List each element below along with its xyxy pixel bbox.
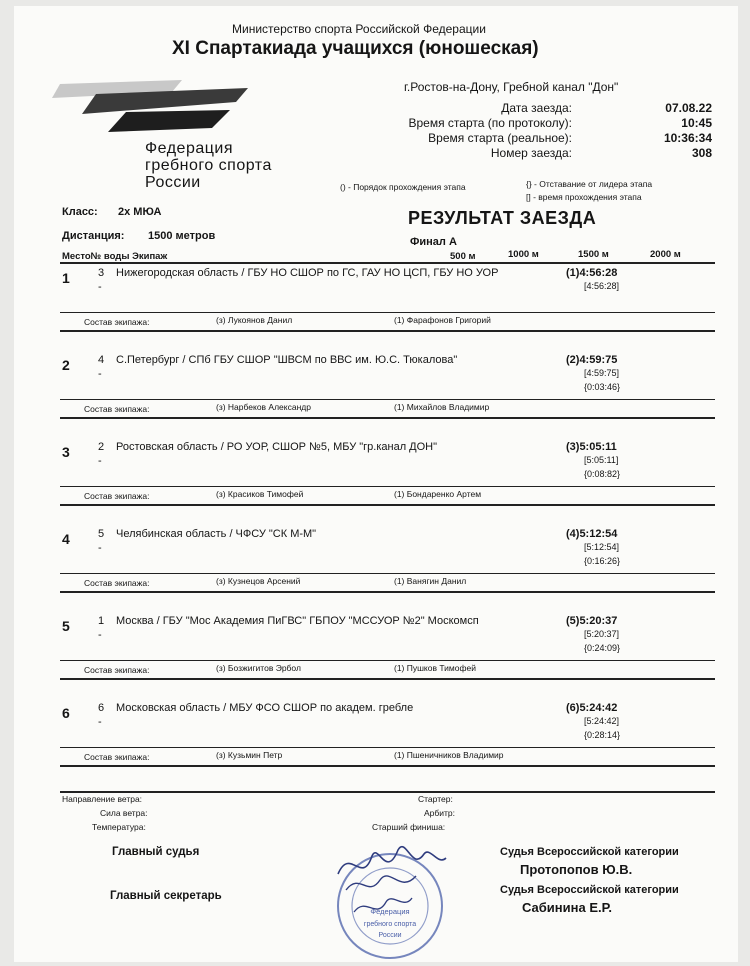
rower-bow: (1) Михайлов Владимир	[394, 402, 490, 412]
behind-leader: {0:08:82}	[584, 469, 621, 479]
rower-bow: (1) Пушков Тимофей	[394, 663, 476, 673]
lane-number: 5	[98, 528, 105, 540]
place-number: 4	[62, 531, 70, 547]
crew-label: Состав экипажа:	[84, 665, 150, 675]
starter-label: Стартер:	[418, 794, 453, 804]
lane-number: 4	[98, 354, 105, 366]
split-time: [5:12:54]	[584, 542, 620, 552]
wind-direction-label: Направление ветра:	[62, 794, 143, 804]
result-time: (3)5:05:11	[566, 441, 617, 453]
legend-behind: {} - Отставание от лидера этапа	[526, 179, 653, 189]
class-value: 2х МЮА	[118, 206, 162, 218]
split-time: [5:24:42]	[584, 716, 620, 726]
stamp-text-2: гребного спорта	[363, 921, 417, 928]
rower-bow: (1) Бондаренко Артем	[394, 489, 482, 499]
column-500m: 500 м	[450, 251, 476, 262]
wind-force-label: Сила ветра:	[100, 808, 148, 818]
column-1000m: 1000 м	[508, 249, 539, 260]
behind-leader: {0:03:46}	[584, 382, 621, 392]
legend-split: [] - время прохождения этапа	[526, 192, 642, 202]
place-number: 5	[62, 618, 70, 634]
federation-logo	[52, 68, 262, 138]
chief-judge-label: Главный судья	[112, 846, 200, 858]
behind-leader: {0:16:26}	[584, 556, 621, 566]
stamp-text-1: Федерация	[370, 907, 410, 916]
row-divider	[60, 765, 715, 767]
chief-secretary-name: Сабинина Е.Р.	[522, 900, 612, 915]
rower-stroke: (з) Лукоянов Данил	[216, 315, 293, 325]
place-number: 1	[62, 270, 70, 286]
team-dash: -	[98, 542, 102, 554]
final-label: Финал А	[410, 236, 457, 248]
result-time: (6)5:24:42	[566, 702, 618, 714]
row-divider	[60, 312, 715, 313]
ministry-title: Министерство спорта Российской Федерации	[232, 22, 486, 36]
finish-judge-label: Старший финиша:	[372, 822, 446, 832]
column-2000m: 2000 м	[650, 249, 681, 260]
event-title: XI Спартакиада учащихся (юношеская)	[172, 38, 539, 59]
team-name: Ростовская область / РО УОР, СШОР №5, МБУ "гр.канал ДОН"	[116, 441, 438, 453]
team-dash: -	[98, 455, 102, 467]
rower-stroke: (з) Нарбеков Александр	[216, 402, 311, 412]
rower-bow: (1) Пшеничников Владимир	[394, 750, 504, 760]
split-time: [4:56:28]	[584, 281, 620, 291]
info-race-number-value: 308	[691, 146, 712, 160]
info-start-real-value: 10:36:34	[663, 131, 712, 145]
column-place-lane-crew: Место№ воды Экипаж	[62, 251, 168, 262]
rower-bow: (1) Фарафонов Григорий	[394, 315, 491, 325]
rower-bow: (1) Ванягин Данил	[394, 576, 467, 586]
result-time: (4)5:12:54	[566, 528, 618, 540]
lane-number: 1	[98, 615, 105, 627]
team-dash: -	[98, 716, 102, 728]
team-dash: -	[98, 368, 102, 380]
referee-label: Арбитр:	[424, 808, 455, 818]
result-title: РЕЗУЛЬТАТ ЗАЕЗДА	[408, 208, 597, 228]
lane-number: 3	[98, 267, 105, 279]
row-divider	[60, 747, 715, 748]
row-divider	[60, 678, 715, 680]
split-time: [5:05:11]	[584, 455, 619, 465]
chief-judge-name: Протопопов Ю.В.	[520, 862, 633, 877]
row-divider	[60, 486, 715, 487]
team-name: Москва / ГБУ "Мос Академия ПиГВС" ГБПОУ "МССУОР №2" Москомсп	[116, 615, 479, 627]
info-start-real-label: Время старта (реальное):	[428, 131, 572, 145]
split-time: [5:20:37]	[584, 629, 620, 639]
official-stamp	[320, 836, 460, 966]
info-start-planned-label: Время старта (по протоколу):	[408, 116, 572, 130]
crew-label: Состав экипажа:	[84, 752, 150, 762]
row-divider	[60, 591, 715, 593]
split-time: [4:59:75]	[584, 368, 620, 378]
crew-label: Состав экипажа:	[84, 317, 150, 327]
place-number: 3	[62, 444, 70, 460]
behind-leader: {0:24:09}	[584, 643, 621, 653]
row-divider	[60, 330, 715, 332]
crew-label: Состав экипажа:	[84, 404, 150, 414]
row-divider	[60, 573, 715, 574]
distance-value: 1500 метров	[148, 230, 216, 242]
row-divider	[60, 504, 715, 506]
behind-leader: {0:28:14}	[584, 730, 621, 740]
info-start-planned-value: 10:45	[681, 116, 712, 130]
lane-number: 6	[98, 702, 105, 714]
federation-name: Федерация гребного спорта России	[145, 140, 272, 191]
distance-label: Дистанция:	[62, 230, 125, 242]
race-location: г.Ростов-на-Дону, Гребной канал "Дон"	[404, 80, 619, 94]
row-divider	[60, 660, 715, 661]
result-time: (2)4:59:75	[566, 354, 618, 366]
result-time: (5)5:20:37	[566, 615, 618, 627]
team-name: Московская область / МБУ ФСО СШОР по академ. гребле	[116, 702, 414, 714]
info-race-number-label: Номер заезда:	[490, 146, 572, 160]
lane-number: 2	[98, 441, 105, 453]
team-name: Челябинская область / ЧФСУ "СК М-М"	[116, 528, 317, 540]
row-divider	[60, 399, 715, 400]
rower-stroke: (з) Кузнецов Арсений	[216, 576, 301, 586]
team-dash: -	[98, 281, 102, 293]
stamp-text-3: России	[378, 932, 402, 939]
header-divider	[60, 262, 715, 264]
footer-divider	[60, 791, 715, 793]
place-number: 6	[62, 705, 70, 721]
team-dash: -	[98, 629, 102, 641]
temperature-label: Температура:	[92, 822, 146, 832]
chief-secretary-label: Главный секретарь	[110, 890, 222, 902]
rower-stroke: (з) Кузьмин Петр	[216, 750, 283, 760]
column-1500m: 1500 м	[578, 249, 609, 260]
team-name: С.Петербург / СПб ГБУ СШОР "ШВСМ по ВВС им. Ю.С. Тюкалова"	[116, 354, 458, 366]
judge-category-2: Судья Всероссийской категории	[500, 884, 679, 896]
judge-category-1: Судья Всероссийской категории	[500, 846, 679, 858]
rower-stroke: (з) Бозжигитов Эрбол	[216, 663, 301, 673]
info-date-value: 07.08.22	[665, 101, 712, 115]
crew-label: Состав экипажа:	[84, 491, 150, 501]
team-name: Нижегородская область / ГБУ НО СШОР по ГС, ГАУ НО ЦСП, ГБУ НО УОР	[116, 267, 499, 279]
info-date-label: Дата заезда:	[501, 101, 572, 115]
row-divider	[60, 417, 715, 419]
rower-stroke: (з) Красиков Тимофей	[216, 489, 304, 499]
class-label: Класс:	[62, 206, 98, 218]
legend-order: () - Порядок прохождения этапа	[340, 182, 466, 192]
crew-label: Состав экипажа:	[84, 578, 150, 588]
result-time: (1)4:56:28	[566, 267, 618, 279]
place-number: 2	[62, 357, 70, 373]
